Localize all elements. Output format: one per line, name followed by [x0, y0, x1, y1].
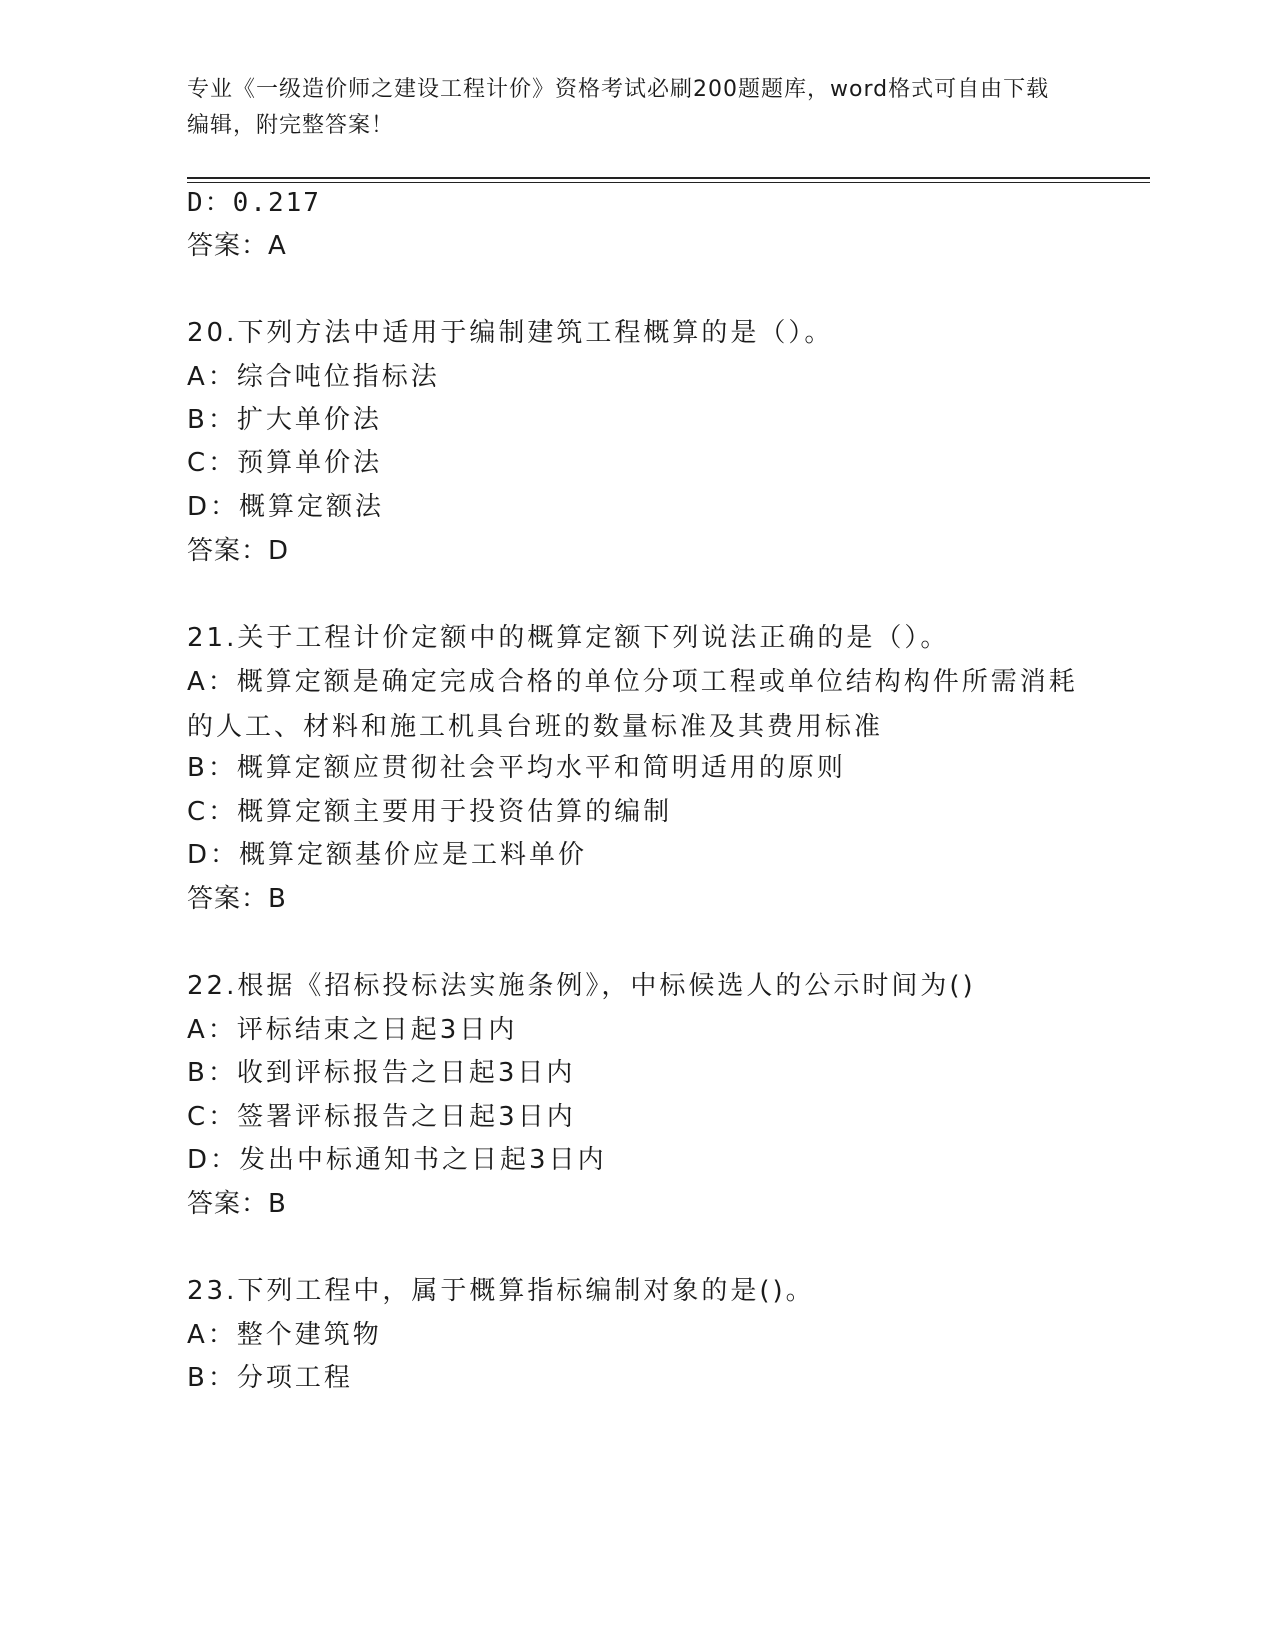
- question-23-stem: 23.下列工程中，属于概算指标编制对象的是()。: [187, 1276, 815, 1306]
- prev-answer: 答案：A: [187, 231, 287, 261]
- question-20-option-b: B：扩大单价法: [187, 405, 382, 435]
- question-21-option-b: B：概算定额应贯彻社会平均水平和简明适用的原则: [187, 753, 846, 783]
- question-21-answer: 答案：B: [187, 884, 287, 914]
- question-20-option-a: A：综合吨位指标法: [187, 362, 440, 392]
- document-header: 专业《一级造价师之建设工程计价》资格考试必刷200题题库，word格式可自由下载编辑，附完整答案！: [187, 77, 1050, 138]
- question-21-option-a: A：概算定额是确定完成合格的单位分项工程或单位结构构件所需消耗的人工、材料和施工机具台班的数量标准及其费用标准: [187, 667, 1078, 742]
- question-22-answer: 答案：B: [187, 1189, 287, 1219]
- question-21-option-d: D：概算定额基价应是工料单价: [187, 840, 588, 870]
- question-23-option-b: B：分项工程: [187, 1363, 353, 1393]
- question-23-option-a: A：整个建筑物: [187, 1320, 382, 1350]
- prev-option-d: D：0.217: [187, 188, 321, 218]
- question-22-option-c: C：签署评标报告之日起3日内: [187, 1102, 576, 1132]
- question-22-option-b: B：收到评标报告之日起3日内: [187, 1058, 576, 1088]
- question-20-option-c: C：预算单价法: [187, 448, 383, 478]
- question-21-option-c: C：概算定额主要用于投资估算的编制: [187, 797, 673, 827]
- question-20-option-d: D：概算定额法: [187, 492, 385, 522]
- header-rule-thin: [187, 182, 1150, 183]
- question-20-answer: 答案：D: [187, 536, 290, 566]
- question-20-stem: 20.下列方法中适用于编制建筑工程概算的是（）。: [187, 318, 834, 348]
- header-rule-thick: [187, 177, 1150, 179]
- question-22-option-d: D：发出中标通知书之日起3日内: [187, 1145, 607, 1175]
- question-21-stem: 21.关于工程计价定额中的概算定额下列说法正确的是（）。: [187, 623, 950, 653]
- question-22-stem: 22.根据《招标投标法实施条例》，中标候选人的公示时间为(): [187, 971, 976, 1001]
- question-22-option-a: A：评标结束之日起3日内: [187, 1015, 518, 1045]
